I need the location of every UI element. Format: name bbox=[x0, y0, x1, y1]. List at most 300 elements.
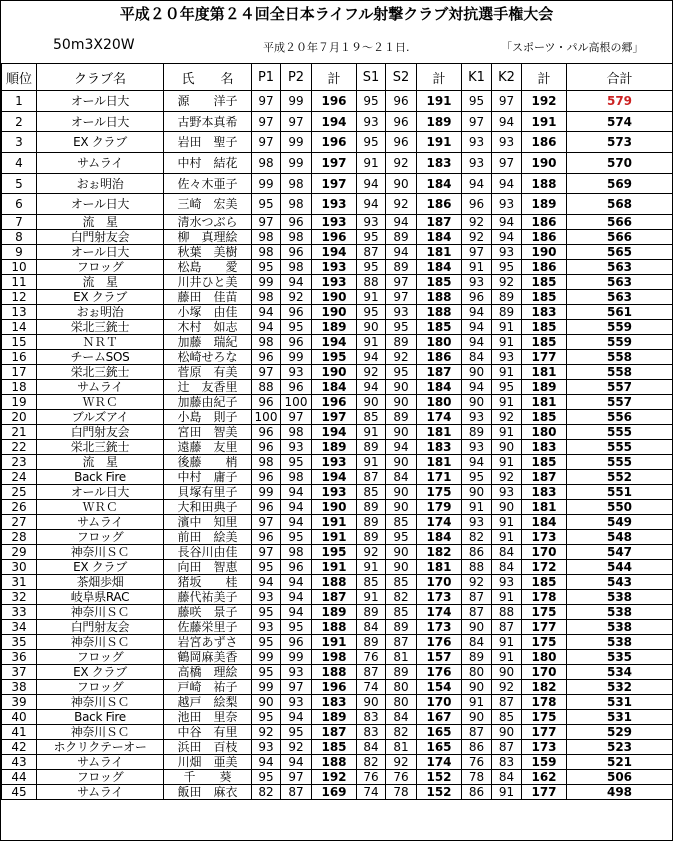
cell-p1: 97 bbox=[252, 215, 281, 230]
cell-prone-total: 197 bbox=[312, 153, 357, 174]
cell-rank: 7 bbox=[2, 215, 37, 230]
cell-rank: 8 bbox=[2, 230, 37, 245]
cell-p2: 93 bbox=[281, 665, 312, 680]
cell-rank: 22 bbox=[2, 440, 37, 455]
cell-k1: 94 bbox=[462, 335, 492, 350]
cell-s1: 87 bbox=[357, 665, 386, 680]
cell-p1: 97 bbox=[252, 365, 281, 380]
cell-prone-total: 190 bbox=[312, 365, 357, 380]
cell-name: 池田 里奈 bbox=[164, 710, 252, 725]
cell-s2: 82 bbox=[386, 725, 417, 740]
cell-grand-total: 549 bbox=[567, 515, 673, 530]
cell-p1: 96 bbox=[252, 500, 281, 515]
cell-p2: 94 bbox=[281, 500, 312, 515]
cell-prone-total: 188 bbox=[312, 665, 357, 680]
cell-kneeling-total: 185 bbox=[522, 575, 567, 590]
cell-rank: 11 bbox=[2, 275, 37, 290]
cell-p2: 100 bbox=[281, 395, 312, 410]
cell-prone-total: 193 bbox=[312, 485, 357, 500]
table-row bbox=[2, 245, 673, 260]
header-k2: K2 bbox=[492, 64, 522, 91]
cell-p2: 92 bbox=[281, 290, 312, 305]
cell-s2: 95 bbox=[386, 320, 417, 335]
header-p1: P1 bbox=[252, 64, 281, 91]
cell-club: 神奈川ＳＣ bbox=[37, 725, 164, 740]
cell-prone-total: 192 bbox=[312, 770, 357, 785]
cell-grand-total: 569 bbox=[567, 173, 673, 194]
cell-prone-total: 191 bbox=[312, 515, 357, 530]
cell-k2: 87 bbox=[492, 740, 522, 755]
cell-grand-total: 556 bbox=[567, 410, 673, 425]
cell-name: 岩田 聖子 bbox=[164, 132, 252, 153]
cell-club: 流 星 bbox=[37, 275, 164, 290]
cell-kneeling-total: 182 bbox=[522, 680, 567, 695]
cell-k2: 91 bbox=[492, 395, 522, 410]
cell-standing-total: 186 bbox=[417, 350, 462, 365]
cell-k2: 94 bbox=[492, 111, 522, 132]
cell-standing-total: 191 bbox=[417, 91, 462, 112]
cell-rank: 15 bbox=[2, 335, 37, 350]
cell-kneeling-total: 172 bbox=[522, 560, 567, 575]
cell-s2: 89 bbox=[386, 665, 417, 680]
cell-name: 加藤 瑞紀 bbox=[164, 335, 252, 350]
cell-k2: 93 bbox=[492, 350, 522, 365]
cell-s1: 74 bbox=[357, 785, 386, 800]
event-name: 50m3X20W bbox=[53, 37, 135, 53]
cell-s2: 90 bbox=[386, 395, 417, 410]
cell-k1: 89 bbox=[462, 425, 492, 440]
cell-p1: 98 bbox=[252, 153, 281, 174]
cell-kneeling-total: 183 bbox=[522, 305, 567, 320]
table-row bbox=[2, 350, 673, 365]
cell-s1: 91 bbox=[357, 425, 386, 440]
cell-k1: 87 bbox=[462, 590, 492, 605]
cell-p2: 93 bbox=[281, 440, 312, 455]
cell-club: EX クラブ bbox=[37, 560, 164, 575]
cell-standing-total: 181 bbox=[417, 560, 462, 575]
cell-s1: 87 bbox=[357, 470, 386, 485]
cell-p2: 94 bbox=[281, 485, 312, 500]
cell-p2: 97 bbox=[281, 770, 312, 785]
cell-name: 越戸 絵梨 bbox=[164, 695, 252, 710]
cell-s1: 82 bbox=[357, 755, 386, 770]
cell-k2: 93 bbox=[492, 575, 522, 590]
cell-prone-total: 197 bbox=[312, 410, 357, 425]
cell-p1: 95 bbox=[252, 560, 281, 575]
cell-s2: 89 bbox=[386, 410, 417, 425]
cell-s2: 80 bbox=[386, 695, 417, 710]
table-row bbox=[2, 335, 673, 350]
cell-s2: 85 bbox=[386, 575, 417, 590]
cell-k2: 90 bbox=[492, 500, 522, 515]
cell-p1: 92 bbox=[252, 725, 281, 740]
cell-name: 小島 則子 bbox=[164, 410, 252, 425]
cell-k1: 93 bbox=[462, 515, 492, 530]
cell-p2: 99 bbox=[281, 350, 312, 365]
cell-grand-total: 544 bbox=[567, 560, 673, 575]
cell-s2: 93 bbox=[386, 305, 417, 320]
cell-k1: 93 bbox=[462, 153, 492, 174]
cell-p2: 94 bbox=[281, 755, 312, 770]
cell-s1: 91 bbox=[357, 153, 386, 174]
cell-p1: 82 bbox=[252, 785, 281, 800]
cell-rank: 34 bbox=[2, 620, 37, 635]
cell-p1: 97 bbox=[252, 132, 281, 153]
cell-grand-total: 563 bbox=[567, 290, 673, 305]
cell-p2: 97 bbox=[281, 680, 312, 695]
cell-prone-total: 188 bbox=[312, 755, 357, 770]
table-row bbox=[2, 740, 673, 755]
cell-p2: 92 bbox=[281, 740, 312, 755]
table-row bbox=[2, 665, 673, 680]
cell-rank: 14 bbox=[2, 320, 37, 335]
table-row bbox=[2, 725, 673, 740]
cell-p2: 95 bbox=[281, 320, 312, 335]
table-row bbox=[2, 111, 673, 132]
cell-club: EX クラブ bbox=[37, 290, 164, 305]
cell-kneeling-total: 181 bbox=[522, 395, 567, 410]
cell-club: 流 星 bbox=[37, 215, 164, 230]
cell-rank: 24 bbox=[2, 470, 37, 485]
header-p2: P2 bbox=[281, 64, 312, 91]
cell-prone-total: 183 bbox=[312, 695, 357, 710]
cell-s2: 92 bbox=[386, 153, 417, 174]
header-k1: K1 bbox=[462, 64, 492, 91]
cell-grand-total: 574 bbox=[567, 111, 673, 132]
cell-p1: 99 bbox=[252, 680, 281, 695]
cell-s2: 90 bbox=[386, 173, 417, 194]
cell-p1: 95 bbox=[252, 260, 281, 275]
cell-club: サムライ bbox=[37, 380, 164, 395]
cell-s2: 96 bbox=[386, 111, 417, 132]
cell-prone-total: 194 bbox=[312, 335, 357, 350]
cell-k2: 84 bbox=[492, 770, 522, 785]
cell-rank: 30 bbox=[2, 560, 37, 575]
cell-prone-total: 194 bbox=[312, 425, 357, 440]
cell-p1: 93 bbox=[252, 740, 281, 755]
cell-prone-total: 193 bbox=[312, 275, 357, 290]
cell-kneeling-total: 186 bbox=[522, 132, 567, 153]
cell-p2: 98 bbox=[281, 260, 312, 275]
cell-kneeling-total: 183 bbox=[522, 440, 567, 455]
cell-k1: 89 bbox=[462, 650, 492, 665]
cell-name: 加藤由紀子 bbox=[164, 395, 252, 410]
cell-rank: 18 bbox=[2, 380, 37, 395]
cell-standing-total: 187 bbox=[417, 365, 462, 380]
cell-kneeling-total: 185 bbox=[522, 290, 567, 305]
cell-prone-total: 193 bbox=[312, 455, 357, 470]
cell-p1: 98 bbox=[252, 245, 281, 260]
cell-standing-total: 154 bbox=[417, 680, 462, 695]
table-row bbox=[2, 215, 673, 230]
cell-s2: 81 bbox=[386, 650, 417, 665]
cell-k1: 90 bbox=[462, 395, 492, 410]
cell-prone-total: 196 bbox=[312, 230, 357, 245]
cell-rank: 4 bbox=[2, 153, 37, 174]
cell-prone-total: 195 bbox=[312, 350, 357, 365]
cell-club: 白門射友会 bbox=[37, 620, 164, 635]
cell-s2: 89 bbox=[386, 230, 417, 245]
cell-rank: 26 bbox=[2, 500, 37, 515]
cell-standing-total: 184 bbox=[417, 260, 462, 275]
cell-k2: 89 bbox=[492, 305, 522, 320]
cell-k2: 92 bbox=[492, 470, 522, 485]
cell-k2: 92 bbox=[492, 410, 522, 425]
header-rank: 順位 bbox=[2, 64, 37, 91]
table-row bbox=[2, 440, 673, 455]
cell-k2: 84 bbox=[492, 560, 522, 575]
cell-name: 遠藤 友里 bbox=[164, 440, 252, 455]
cell-p2: 98 bbox=[281, 173, 312, 194]
cell-club: サムライ bbox=[37, 755, 164, 770]
cell-rank: 32 bbox=[2, 590, 37, 605]
cell-standing-total: 182 bbox=[417, 545, 462, 560]
cell-rank: 19 bbox=[2, 395, 37, 410]
cell-k2: 94 bbox=[492, 215, 522, 230]
cell-k1: 86 bbox=[462, 740, 492, 755]
cell-p1: 97 bbox=[252, 111, 281, 132]
cell-p2: 98 bbox=[281, 470, 312, 485]
cell-k2: 94 bbox=[492, 173, 522, 194]
cell-p2: 96 bbox=[281, 215, 312, 230]
cell-grand-total: 565 bbox=[567, 245, 673, 260]
cell-grand-total: 573 bbox=[567, 132, 673, 153]
cell-k2: 95 bbox=[492, 380, 522, 395]
cell-kneeling-total: 177 bbox=[522, 725, 567, 740]
cell-s2: 89 bbox=[386, 335, 417, 350]
cell-standing-total: 175 bbox=[417, 485, 462, 500]
cell-p1: 93 bbox=[252, 590, 281, 605]
event-date: 平成２０年７月１９～２１日. bbox=[263, 41, 410, 54]
cell-s1: 85 bbox=[357, 575, 386, 590]
cell-club: Back Fire bbox=[37, 710, 164, 725]
cell-kneeling-total: 180 bbox=[522, 650, 567, 665]
cell-prone-total: 188 bbox=[312, 575, 357, 590]
cell-club: オール日大 bbox=[37, 194, 164, 215]
cell-s1: 95 bbox=[357, 305, 386, 320]
cell-k2: 88 bbox=[492, 605, 522, 620]
cell-grand-total: 550 bbox=[567, 500, 673, 515]
cell-s2: 84 bbox=[386, 470, 417, 485]
cell-s2: 95 bbox=[386, 365, 417, 380]
cell-k2: 93 bbox=[492, 194, 522, 215]
cell-kneeling-total: 177 bbox=[522, 350, 567, 365]
cell-name: 貝塚有里子 bbox=[164, 485, 252, 500]
cell-name: 猪坂 桂 bbox=[164, 575, 252, 590]
cell-k2: 87 bbox=[492, 620, 522, 635]
cell-k1: 86 bbox=[462, 545, 492, 560]
cell-grand-total: 534 bbox=[567, 665, 673, 680]
cell-grand-total: 551 bbox=[567, 485, 673, 500]
cell-k1: 90 bbox=[462, 365, 492, 380]
cell-p1: 94 bbox=[252, 320, 281, 335]
cell-standing-total: 173 bbox=[417, 620, 462, 635]
cell-p1: 96 bbox=[252, 530, 281, 545]
cell-prone-total: 191 bbox=[312, 560, 357, 575]
cell-p1: 98 bbox=[252, 290, 281, 305]
cell-p2: 98 bbox=[281, 425, 312, 440]
cell-p1: 97 bbox=[252, 515, 281, 530]
cell-rank: 39 bbox=[2, 695, 37, 710]
cell-name: 佐々木亜子 bbox=[164, 173, 252, 194]
table-row bbox=[2, 173, 673, 194]
cell-standing-total: 179 bbox=[417, 500, 462, 515]
cell-p2: 96 bbox=[281, 305, 312, 320]
cell-s1: 93 bbox=[357, 215, 386, 230]
cell-name: 千 葵 bbox=[164, 770, 252, 785]
cell-grand-total: 538 bbox=[567, 590, 673, 605]
cell-p1: 93 bbox=[252, 620, 281, 635]
cell-kneeling-total: 190 bbox=[522, 245, 567, 260]
cell-s1: 95 bbox=[357, 260, 386, 275]
cell-s1: 89 bbox=[357, 500, 386, 515]
table-row bbox=[2, 153, 673, 174]
table-row bbox=[2, 755, 673, 770]
cell-rank: 10 bbox=[2, 260, 37, 275]
cell-kneeling-total: 180 bbox=[522, 425, 567, 440]
cell-p1: 99 bbox=[252, 275, 281, 290]
cell-k2: 97 bbox=[492, 91, 522, 112]
cell-standing-total: 184 bbox=[417, 230, 462, 245]
cell-rank: 23 bbox=[2, 455, 37, 470]
cell-standing-total: 181 bbox=[417, 245, 462, 260]
cell-grand-total: 548 bbox=[567, 530, 673, 545]
cell-p1: 95 bbox=[252, 605, 281, 620]
cell-s2: 90 bbox=[386, 380, 417, 395]
cell-p1: 100 bbox=[252, 410, 281, 425]
cell-k1: 82 bbox=[462, 530, 492, 545]
cell-k1: 78 bbox=[462, 770, 492, 785]
cell-s2: 84 bbox=[386, 710, 417, 725]
cell-s1: 94 bbox=[357, 173, 386, 194]
cell-standing-total: 187 bbox=[417, 215, 462, 230]
cell-club: 白門射友会 bbox=[37, 230, 164, 245]
cell-rank: 20 bbox=[2, 410, 37, 425]
cell-k2: 90 bbox=[492, 725, 522, 740]
cell-k2: 91 bbox=[492, 515, 522, 530]
cell-rank: 29 bbox=[2, 545, 37, 560]
cell-s2: 95 bbox=[386, 530, 417, 545]
cell-standing-total: 184 bbox=[417, 380, 462, 395]
cell-k1: 80 bbox=[462, 665, 492, 680]
cell-prone-total: 190 bbox=[312, 290, 357, 305]
cell-name: 濱中 知里 bbox=[164, 515, 252, 530]
cell-s1: 84 bbox=[357, 740, 386, 755]
cell-k2: 91 bbox=[492, 650, 522, 665]
cell-p1: 96 bbox=[252, 425, 281, 440]
cell-standing-total: 170 bbox=[417, 575, 462, 590]
cell-p2: 93 bbox=[281, 365, 312, 380]
cell-k1: 76 bbox=[462, 755, 492, 770]
cell-p1: 95 bbox=[252, 710, 281, 725]
table-row bbox=[2, 575, 673, 590]
cell-p2: 97 bbox=[281, 410, 312, 425]
cell-standing-total: 180 bbox=[417, 395, 462, 410]
table-row bbox=[2, 91, 673, 112]
cell-k1: 93 bbox=[462, 410, 492, 425]
cell-p2: 95 bbox=[281, 455, 312, 470]
cell-k2: 91 bbox=[492, 365, 522, 380]
cell-kneeling-total: 190 bbox=[522, 153, 567, 174]
cell-s1: 91 bbox=[357, 335, 386, 350]
table-row bbox=[2, 275, 673, 290]
cell-name: 向田 智恵 bbox=[164, 560, 252, 575]
cell-s1: 83 bbox=[357, 725, 386, 740]
cell-s1: 83 bbox=[357, 710, 386, 725]
cell-prone-total: 194 bbox=[312, 111, 357, 132]
cell-name: 佐藤栄里子 bbox=[164, 620, 252, 635]
cell-name: 後藤 梢 bbox=[164, 455, 252, 470]
cell-s2: 97 bbox=[386, 275, 417, 290]
cell-p1: 95 bbox=[252, 194, 281, 215]
cell-s1: 94 bbox=[357, 194, 386, 215]
cell-k2: 95 bbox=[492, 260, 522, 275]
cell-p2: 95 bbox=[281, 620, 312, 635]
cell-grand-total: 547 bbox=[567, 545, 673, 560]
cell-s2: 87 bbox=[386, 635, 417, 650]
cell-s2: 89 bbox=[386, 260, 417, 275]
cell-k2: 84 bbox=[492, 545, 522, 560]
cell-kneeling-total: 189 bbox=[522, 380, 567, 395]
cell-p2: 96 bbox=[281, 380, 312, 395]
cell-prone-total: 195 bbox=[312, 545, 357, 560]
table-row bbox=[2, 650, 673, 665]
cell-k1: 95 bbox=[462, 91, 492, 112]
cell-grand-total: 523 bbox=[567, 740, 673, 755]
cell-name: 浜田 百枝 bbox=[164, 740, 252, 755]
table-row bbox=[2, 770, 673, 785]
cell-k1: 88 bbox=[462, 560, 492, 575]
cell-k2: 91 bbox=[492, 335, 522, 350]
cell-grand-total: 498 bbox=[567, 785, 673, 800]
cell-s1: 92 bbox=[357, 365, 386, 380]
cell-s1: 76 bbox=[357, 650, 386, 665]
cell-prone-total: 190 bbox=[312, 305, 357, 320]
cell-kneeling-total: 184 bbox=[522, 515, 567, 530]
cell-club: 栄北三銃士 bbox=[37, 320, 164, 335]
cell-rank: 37 bbox=[2, 665, 37, 680]
cell-k1: 97 bbox=[462, 245, 492, 260]
cell-p2: 96 bbox=[281, 635, 312, 650]
cell-standing-total: 189 bbox=[417, 111, 462, 132]
cell-rank: 33 bbox=[2, 605, 37, 620]
cell-grand-total: 506 bbox=[567, 770, 673, 785]
cell-prone-total: 196 bbox=[312, 132, 357, 153]
cell-k1: 94 bbox=[462, 380, 492, 395]
cell-prone-total: 169 bbox=[312, 785, 357, 800]
cell-name: 小塚 由佳 bbox=[164, 305, 252, 320]
cell-s2: 89 bbox=[386, 620, 417, 635]
cell-grand-total: 566 bbox=[567, 230, 673, 245]
cell-p1: 96 bbox=[252, 440, 281, 455]
cell-p1: 94 bbox=[252, 305, 281, 320]
cell-p2: 94 bbox=[281, 275, 312, 290]
cell-k1: 94 bbox=[462, 320, 492, 335]
cell-s1: 95 bbox=[357, 230, 386, 245]
cell-kneeling-total: 170 bbox=[522, 665, 567, 680]
cell-s1: 94 bbox=[357, 380, 386, 395]
table-row bbox=[2, 620, 673, 635]
table-row bbox=[2, 590, 673, 605]
cell-grand-total: 543 bbox=[567, 575, 673, 590]
cell-prone-total: 198 bbox=[312, 650, 357, 665]
cell-name: 鶴岡麻美香 bbox=[164, 650, 252, 665]
cell-club: フロッグ bbox=[37, 680, 164, 695]
cell-standing-total: 165 bbox=[417, 740, 462, 755]
cell-rank: 27 bbox=[2, 515, 37, 530]
cell-kneeling-total: 185 bbox=[522, 455, 567, 470]
cell-k2: 89 bbox=[492, 290, 522, 305]
